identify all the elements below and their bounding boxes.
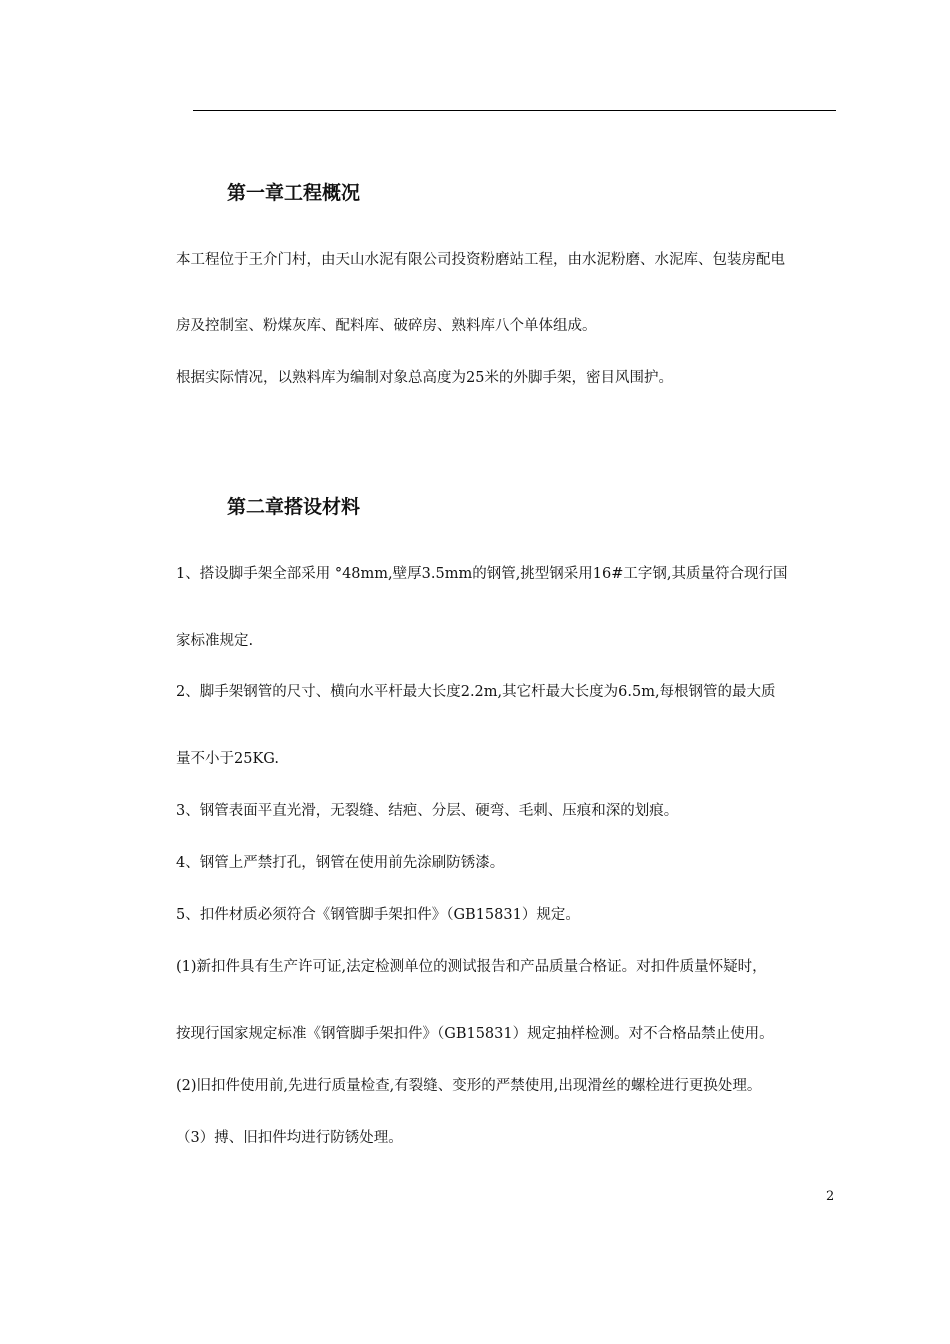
chapter2-heading: 第二章搭设材料 (227, 496, 361, 518)
header-rule (193, 110, 836, 111)
page-number: 2 (826, 1189, 835, 1204)
chapter1-line-2: 房及控制室、粉煤灰库、配料库、破碎房、熟料库八个单体组成。 (176, 318, 597, 334)
chapter2-line-3: 2、脚手架钢管的尺寸、横向水平杆最大长度2.2m,其它杆最大长度为6.5m,每根钢管的最大质 (176, 684, 776, 700)
chapter2-line-8: (1)新扣件具有生产许可证,法定检测单位的测试报告和产品质量合格证。对扣件质量怀疑时， (176, 959, 767, 975)
chapter2-line-10: (2)旧扣件使用前,先进行质量检查,有裂缝、变形的严禁使用,出现滑丝的螺栓进行更换处理。 (176, 1078, 762, 1094)
chapter2-line-1: 1、搭设脚手架全部采用 °48mm,壁厚3.5mm的钢管,挑型钢采用16#工字钢,其质量符合现行国 (176, 566, 788, 582)
chapter1-line-1: 本工程位于王介门村，由天山水泥有限公司投资粉磨站工程，由水泥粉磨、水泥库、包装房配电 (176, 252, 785, 268)
chapter2-line-2: 家标准规定. (176, 633, 254, 649)
chapter1-heading: 第一章工程概况 (227, 182, 361, 204)
chapter2-line-7: 5、扣件材质必须符合《钢管脚手架扣件》（GB15831）规定。 (176, 907, 580, 923)
chapter2-line-9: 按现行国家规定标准《钢管脚手架扣件》（GB15831）规定抽样检测。对不合格品禁止使用。 (176, 1026, 774, 1042)
chapter2-line-4: 量不小于25KG. (176, 751, 279, 767)
chapter2-line-11: （3）搏、旧扣件均进行防锈处理。 (176, 1130, 403, 1146)
chapter2-line-5: 3、钢管表面平直光滑，无裂缝、结疤、分层、硬弯、毛刺、压痕和深的划痕。 (176, 803, 679, 819)
chapter2-line-6: 4、钢管上严禁打孔，钢管在使用前先涂刷防锈漆。 (176, 855, 505, 871)
chapter1-line-3: 根据实际情况，以熟料库为编制对象总高度为25米的外脚手架，密目风围护。 (176, 370, 673, 386)
